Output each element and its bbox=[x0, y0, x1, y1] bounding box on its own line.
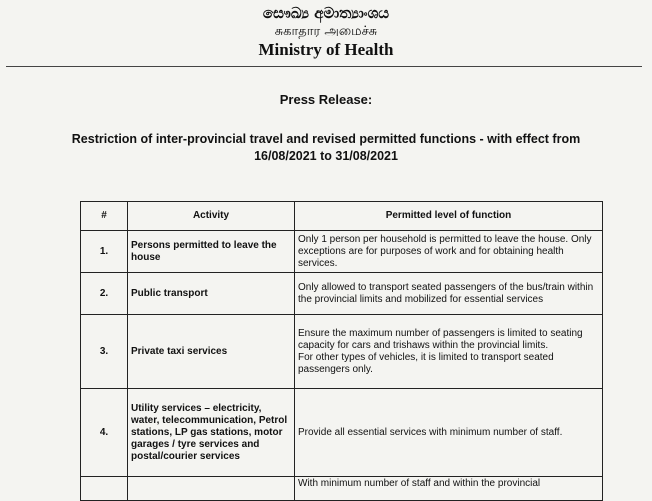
row-permitted-level bbox=[295, 389, 603, 477]
row-activity: Private taxi services bbox=[128, 315, 295, 389]
permitted-text: Ensure the maximum number of passengers is limited to seating capacity for cars and trishaws within the provincial limits. bbox=[298, 327, 583, 351]
row-number: 4. bbox=[81, 389, 128, 477]
document-title-line-1: Restriction of inter-provincial travel and revised permitted functions - with effect from bbox=[71, 132, 581, 146]
ministry-name-tamil: சுகாதார அமைச்சு bbox=[274, 24, 378, 39]
permitted-text: Only allowed to transport seated passengers of the bus/train within the provincial limits and mobilized for essential services bbox=[298, 281, 594, 305]
header-permitted-level: Permitted level of function bbox=[295, 202, 603, 231]
document-title-dates: 16/08/2021 to 31/08/2021 bbox=[254, 149, 398, 163]
ministry-name-sinhala: සෞඛ්‍ය අමාත්‍යාංශය bbox=[262, 4, 390, 22]
table-row bbox=[81, 389, 603, 477]
header-number: # bbox=[81, 202, 128, 231]
table-row bbox=[81, 315, 603, 389]
row-permitted-level bbox=[295, 231, 603, 273]
row-number: 3. bbox=[81, 315, 128, 389]
restrictions-table bbox=[80, 201, 603, 501]
table-row bbox=[81, 273, 603, 315]
row-number bbox=[81, 477, 128, 501]
row-activity: Utility services – electricity, water, telecommunication, Petrol stations, LP gas stations, motor garages / tyre services and postal/courier services bbox=[128, 389, 295, 477]
row-number: 1. bbox=[81, 231, 128, 273]
header-activity: Activity bbox=[128, 202, 295, 231]
table-header-row bbox=[81, 202, 603, 231]
row-permitted-level bbox=[295, 273, 603, 315]
row-activity: Persons permitted to leave the house bbox=[128, 231, 295, 273]
permitted-text: Only 1 person per household is permitted to leave the house. Only exceptions are for purposes of work and for obtaining health services. bbox=[298, 233, 592, 269]
ministry-name-english: Ministry of Health bbox=[258, 40, 394, 59]
table-row bbox=[81, 477, 603, 501]
row-permitted-level bbox=[295, 477, 603, 501]
row-permitted-level bbox=[295, 315, 603, 389]
permitted-text: Provide all essential services with minimum number of staff. bbox=[298, 426, 563, 438]
row-number: 2. bbox=[81, 273, 128, 315]
row-activity bbox=[128, 477, 295, 501]
permitted-text: For other types of vehicles, it is limited to transport seated passengers only. bbox=[298, 351, 554, 375]
permitted-text: With minimum number of staff and within the provincial bbox=[298, 478, 541, 489]
table-row bbox=[81, 231, 603, 273]
press-release-heading: Press Release: bbox=[279, 92, 373, 107]
row-activity: Public transport bbox=[128, 273, 295, 315]
header-divider bbox=[6, 66, 642, 67]
